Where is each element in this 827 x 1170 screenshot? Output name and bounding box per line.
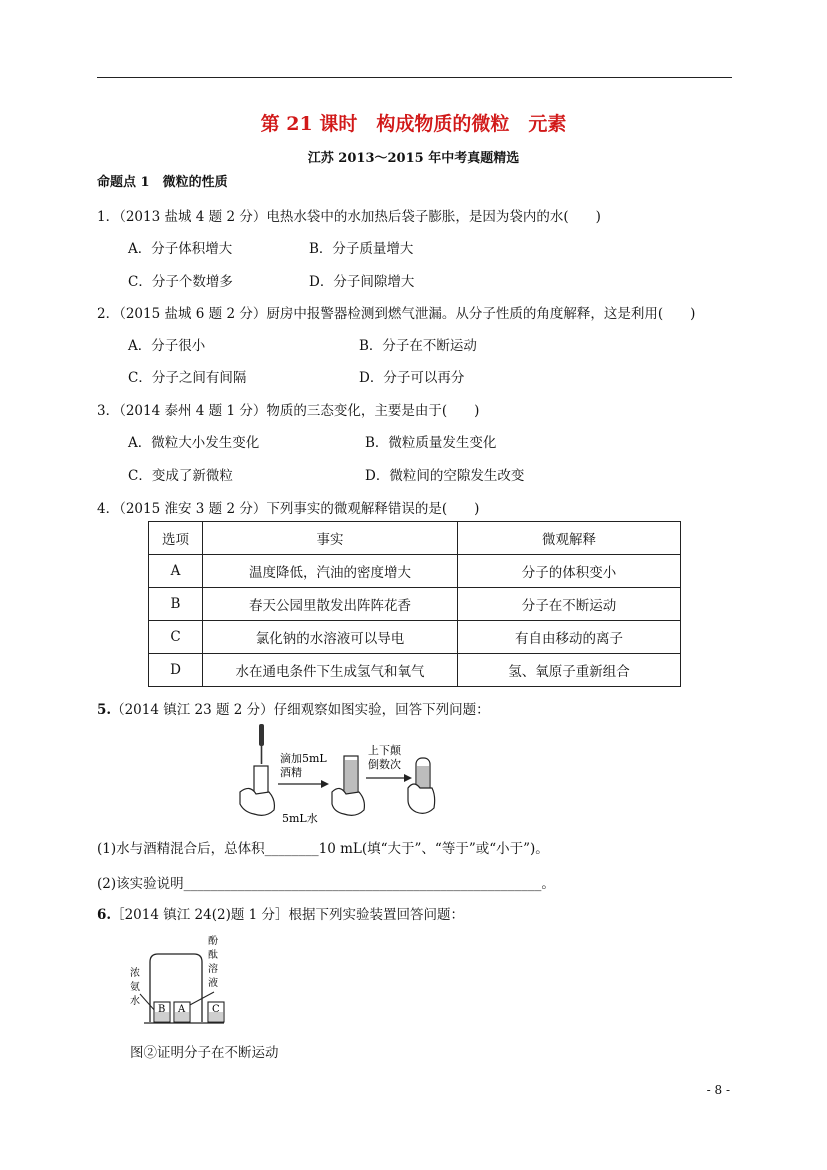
figure-label-invert: 上下颠	[368, 744, 401, 757]
table-cell: D	[149, 654, 203, 687]
figure-label-phenol-3: 溶	[208, 964, 218, 975]
table-header-cell: 微观解释	[458, 522, 681, 555]
table-row	[149, 654, 681, 687]
table-row	[149, 621, 681, 654]
question-6-text: ［2014 镇江 24(2)题 1 分］根据下列实验装置回答问题：	[111, 907, 465, 923]
figure-label-phenol-1: 酚	[208, 936, 218, 947]
page-title: 第 21 课时 构成物质的微粒 元素	[260, 113, 567, 135]
dropper-bulb-icon	[259, 724, 264, 746]
table-row	[149, 555, 681, 588]
table-cell: 有自由移动的离子	[458, 621, 681, 654]
table-cell: 温度降低，汽油的密度增大	[203, 555, 458, 588]
question-1-option-d: D．分子间隙增大	[309, 274, 415, 290]
question-5-number: 5.	[97, 702, 112, 718]
question-6-stem	[97, 903, 464, 923]
question-5-stem	[97, 698, 490, 718]
hand-3-icon	[408, 784, 435, 813]
section-heading: 命题点 1 微粒的性质	[97, 175, 228, 190]
table-cell: 氢、氧原子重新组合	[458, 654, 681, 687]
question-1-option-b: B．分子质量增大	[309, 241, 414, 257]
figure-caption: 图②证明分子在不断运动	[130, 1045, 279, 1061]
table-cell: 氯化钠的水溶液可以导电	[203, 621, 458, 654]
question-3-option-b: B．微粒质量发生变化	[365, 435, 497, 451]
figure-label-phenol-4: 液	[208, 978, 218, 989]
question-6-number: 6.	[97, 907, 112, 923]
table-cell: A	[149, 555, 203, 588]
question-3-option-d: D．微粒间的空隙发生改变	[365, 468, 525, 484]
table-cell: C	[149, 621, 203, 654]
figure-label-add-alcohol: 滴加5mL	[280, 752, 327, 765]
question-3-option-c: C．变成了新微粒	[128, 468, 233, 484]
question-5-sub-1: (1)水与酒精混合后，总体积________10 mL(填“大于”、“等于”或“小于”)。	[97, 841, 549, 857]
question-2-option-d: D．分子可以再分	[359, 370, 465, 386]
question-5-sub-2: (2)该实验说明_____________________________________________________。	[97, 876, 555, 892]
question-4-stem: 4．（2015 淮安 3 题 2 分）下列事实的微观解释错误的是( )	[97, 501, 480, 517]
table-header-row	[149, 522, 681, 555]
figure-label-water: 5mL水	[282, 812, 318, 825]
ammonia-diffusion-figure	[124, 934, 244, 1030]
question-1-option-a: A．分子体积增大	[128, 241, 233, 257]
table-header-cell: 选项	[149, 522, 203, 555]
question-2-option-b: B．分子在不断运动	[359, 338, 477, 354]
page-number: - 8 -	[706, 1083, 730, 1097]
question-3-option-a: A．微粒大小发生变化	[128, 435, 260, 451]
beaker-b-label: B	[158, 1004, 166, 1015]
table-cell: B	[149, 588, 203, 621]
alcohol-water-mixing-figure	[236, 722, 436, 828]
question-5-text: （2014 镇江 23 题 2 分）仔细观察如图实验，回答下列问题：	[111, 702, 490, 718]
header-rule	[97, 77, 732, 78]
table-cell: 水在通电条件下生成氢气和氧气	[203, 654, 458, 687]
question-2-option-c: C．分子之间有间隔	[128, 370, 247, 386]
figure-label-ammonia-2: 氨	[130, 982, 140, 993]
question-2-option-a: A．分子很小	[128, 338, 206, 354]
table-header-cell: 事实	[203, 522, 458, 555]
figure-label-times: 倒数次	[368, 758, 401, 771]
beaker-c-label: C	[212, 1004, 220, 1015]
beaker-a-label: A	[178, 1004, 186, 1015]
question-3-stem: 3．（2014 泰州 4 题 1 分）物质的三态变化，主要是由于( )	[97, 403, 480, 419]
question-2-stem: 2．（2015 盐城 6 题 2 分）厨房中报警器检测到燃气泄漏。从分子性质的角度解释，这是利用( )	[97, 306, 696, 322]
arrow-1-icon	[321, 780, 329, 788]
figure-label-ammonia-1: 浓	[130, 968, 140, 979]
page-subtitle: 江苏 2013～2015 年中考真题精选	[307, 151, 520, 166]
table-cell: 分子在不断运动	[458, 588, 681, 621]
question-4-table	[148, 521, 681, 687]
table-row	[149, 588, 681, 621]
table-cell: 春天公园里散发出阵阵花香	[203, 588, 458, 621]
figure-label-alcohol: 酒精	[280, 766, 302, 779]
arrow-2-icon	[404, 774, 412, 782]
figure-label-ammonia-3: 水	[130, 996, 140, 1007]
figure-label-phenol-2: 酞	[208, 950, 218, 961]
question-1-option-c: C．分子个数增多	[128, 274, 233, 290]
table-cell: 分子的体积变小	[458, 555, 681, 588]
question-1-stem: 1．（2013 盐城 4 题 2 分）电热水袋中的水加热后袋子膨胀，是因为袋内的水( )	[97, 209, 601, 225]
